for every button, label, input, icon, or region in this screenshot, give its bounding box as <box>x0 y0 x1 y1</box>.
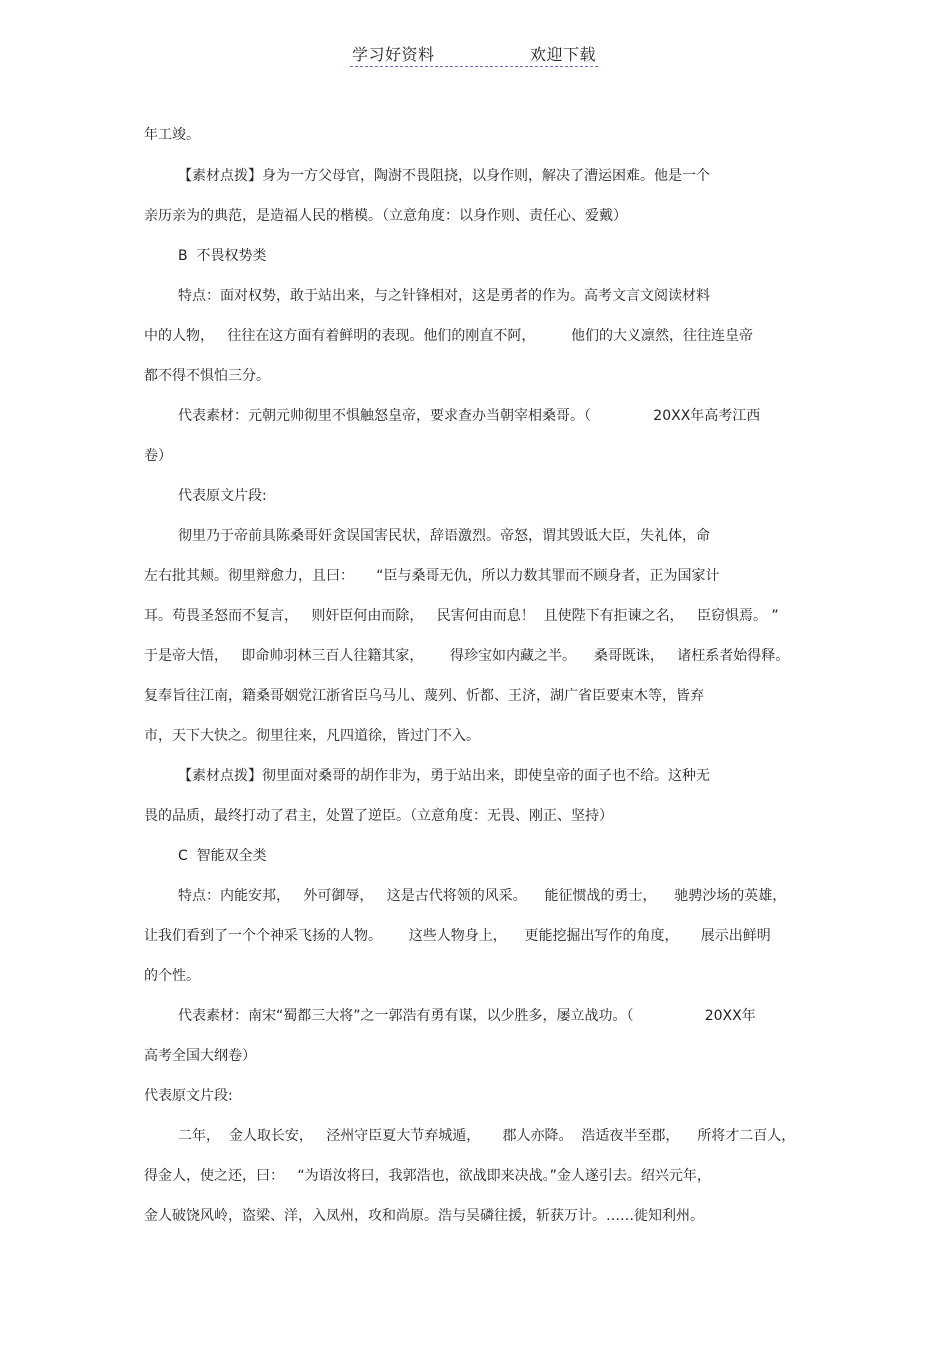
text-line: 金人破饶风岭，盗梁、洋，入凤州，攻和尚原。浩与吴磷往援，斩获万计。……徙知利州。 <box>144 1208 704 1224</box>
text-line: 代表素材：元朝元帅彻里不惧触怒皇帝，要求查办当朝宰相桑哥。（ 20XX年高考江西 <box>178 408 761 424</box>
text-line: 年工竣。 <box>144 127 200 143</box>
text-line: 中的人物， 往往在这方面有着鲜明的表现。他们的刚直不阿， 他们的大义凛然，往往连皇帝 <box>144 328 753 344</box>
text-line: 左右批其颊。彻里辩愈力，且曰： “臣与桑哥无仇，所以力数其罪而不顾身者，正为国家计 <box>144 568 720 584</box>
text-line: 都不得不惧怕三分。 <box>144 368 270 384</box>
text-line: 畏的品质，最终打动了君主，处置了逆臣。（立意角度：无畏、刚正、坚持） <box>144 808 613 824</box>
text-line: 于是帝大悟， 即命帅羽林三百人往籍其家， 得珍宝如内藏之半。 桑哥既诛， 诸枉系者始得释。 <box>144 648 790 664</box>
text-line: 代表素材：南宋“蜀都三大将”之一郭浩有勇有谋，以少胜多，屡立战功。（ 20XX年 <box>178 1008 756 1024</box>
text-line: 特点：内能安邦， 外可御辱， 这是古代将领的风采。 能征惯战的勇士， 驰骋沙场的英雄， <box>178 888 787 904</box>
text-line: 复奉旨往江南，籍桑哥姻党江浙省臣乌马儿、蔑列、忻都、王济，湖广省臣要束木等，皆弃 <box>144 688 704 704</box>
text-line: 代表原文片段: <box>178 488 267 504</box>
text-line: 市，天下大快之。彻里往来，凡四道徐，皆过门不入。 <box>144 728 480 744</box>
text-line: 卷） <box>144 448 172 464</box>
header-left-text: 学习好资料 <box>352 45 435 64</box>
text-line: 得金人，使之还，曰： “为语汝将曰，我郭浩也，欲战即来决战。”金人遂引去。绍兴元年， <box>144 1168 711 1184</box>
text-line: 彻里乃于帝前具陈桑哥奸贪误国害民状，辞语激烈。帝怒，谓其毁诋大臣，失礼体，命 <box>178 528 710 544</box>
text-line: 让我们看到了一个个神采飞扬的人物。 这些人物身上， 更能挖掘出写作的角度， 展示出鲜明 <box>144 928 771 944</box>
page-header <box>350 42 598 67</box>
header-right-text: 欢迎下载 <box>529 45 596 64</box>
section-heading: C 智能双全类 <box>178 848 267 864</box>
text-line: 【素材点拨】身为一方父母官，陶澍不畏阻挠，以身作则，解决了漕运困难。他是一个 <box>178 168 710 184</box>
text-line: 代表原文片段: <box>144 1088 233 1104</box>
text-line: 耳。苟畏圣怒而不复言， 则奸臣何由而除， 民害何由而息！ 且使陛下有拒谏之名， 臣窃惧焉。 ” <box>144 608 779 624</box>
text-line: 高考全国大纲卷） <box>144 1048 256 1064</box>
section-heading: B 不畏权势类 <box>178 248 267 264</box>
text-line: 【素材点拨】彻里面对桑哥的胡作非为，勇于站出来，即使皇帝的面子也不给。这种无 <box>178 768 710 784</box>
text-line: 亲历亲为的典范，是造福人民的楷模。（立意角度：以身作则、责任心、爱戴） <box>144 208 627 224</box>
text-line: 二年， 金人取长安， 泾州守臣夏大节弃城遁， 郡人亦降。 浩适夜半至郡， 所将才二百人， <box>178 1128 796 1144</box>
text-line: 的个性。 <box>144 968 200 984</box>
text-line: 特点：面对权势，敢于站出来，与之针锋相对，这是勇者的作为。高考文言文阅读材料 <box>178 288 710 304</box>
